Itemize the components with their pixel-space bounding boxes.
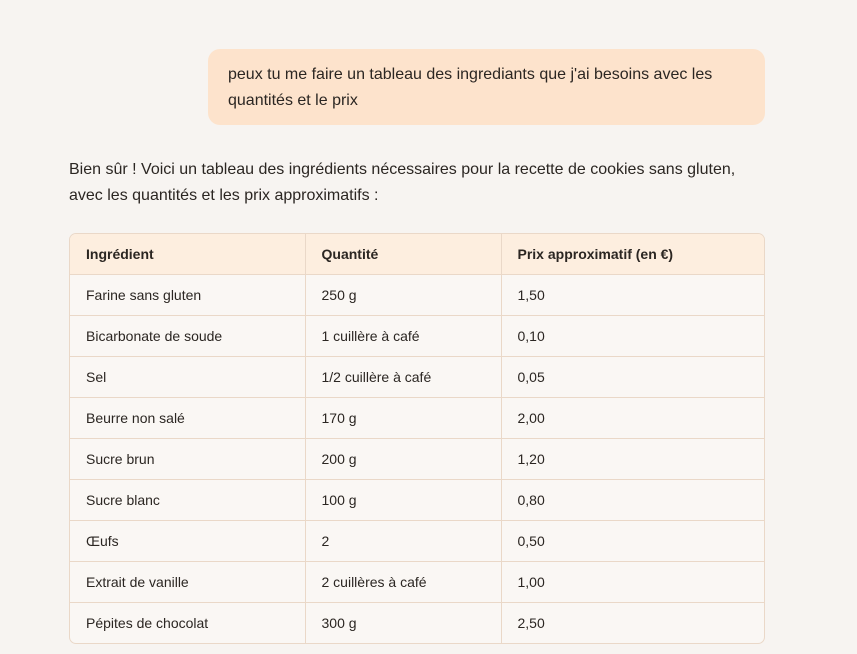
cell-price: 2,00 xyxy=(501,398,764,439)
table-row xyxy=(70,562,764,603)
cell-price: 0,80 xyxy=(501,480,764,521)
ingredients-table xyxy=(69,233,765,644)
cell-quantity: 200 g xyxy=(305,439,501,480)
cell-price: 0,10 xyxy=(501,316,764,357)
cell-price: 2,50 xyxy=(501,603,764,644)
cell-quantity: 1 cuillère à café xyxy=(305,316,501,357)
table-row xyxy=(70,316,764,357)
cell-quantity: 2 cuillères à café xyxy=(305,562,501,603)
cell-ingredient: Farine sans gluten xyxy=(86,287,202,303)
table-row xyxy=(70,521,764,562)
table-row xyxy=(70,439,764,480)
cell-ingredient: Sucre blanc xyxy=(70,480,305,521)
table-row xyxy=(70,398,764,439)
cell-ingredient: Bicarbonate de soude xyxy=(70,316,305,357)
table-row xyxy=(70,275,764,316)
cell-quantity: 250 g xyxy=(305,275,501,316)
header-ingredient: Ingrédient xyxy=(70,234,305,275)
header-quantity: Quantité xyxy=(305,234,501,275)
table-row xyxy=(70,603,764,644)
cell-ingredient: Sucre brun xyxy=(70,439,305,480)
cell-price: 0,50 xyxy=(501,521,764,562)
cell-ingredient: Œufs xyxy=(70,521,305,562)
cell-price: 1,50 xyxy=(501,275,764,316)
cell-quantity: 170 g xyxy=(305,398,501,439)
cell-quantity: 300 g xyxy=(305,603,501,644)
table-header-row xyxy=(70,234,764,275)
cell-ingredient: Pépites de chocolat xyxy=(70,603,305,644)
cell-ingredient: Sel xyxy=(70,357,305,398)
table-row xyxy=(70,480,764,521)
cell-price: 1,20 xyxy=(501,439,764,480)
cell-quantity: 1/2 cuillère à café xyxy=(305,357,501,398)
header-price: Prix approximatif (en €) xyxy=(501,234,764,275)
cell-ingredient: Extrait de vanille xyxy=(70,562,305,603)
cell-price: 1,00 xyxy=(501,562,764,603)
cell-quantity: 2 xyxy=(305,521,501,562)
user-message-text: peux tu me faire un tableau des ingrediants que j'ai besoins avec les quantités et le prix xyxy=(228,66,713,109)
cell-ingredient: Beurre non salé xyxy=(70,398,305,439)
cell-price: 0,05 xyxy=(501,357,764,398)
user-message-bubble xyxy=(208,49,765,125)
assistant-intro-text: Bien sûr ! Voici un tableau des ingrédients nécessaires pour la recette de cookies sans gluten, avec les quantités et les prix approximatifs : xyxy=(69,161,736,204)
cell-quantity: 100 g xyxy=(305,480,501,521)
table-row xyxy=(70,357,764,398)
